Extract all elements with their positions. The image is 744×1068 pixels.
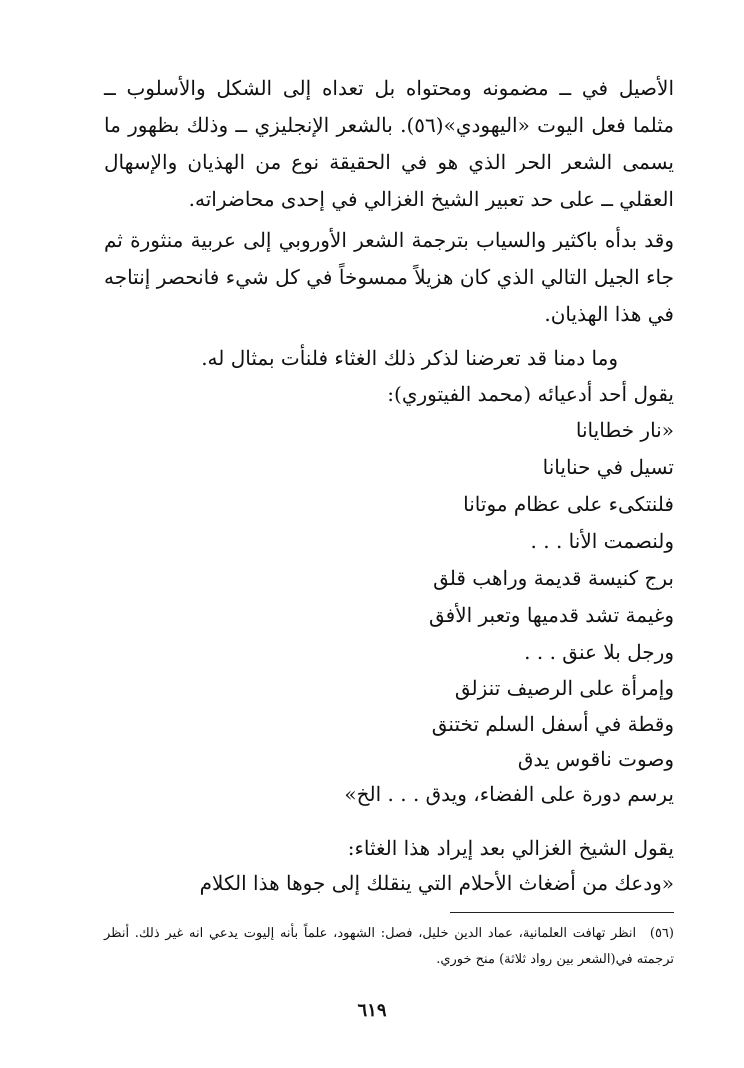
body-paragraph-2: وقد بدأه باكثير والسياب بترجمة الشعر الأوروبي إلى عربية منثورة ثم جاء الجيل التالي الذي كان هزيلاً ممسوخاً في كل شيء فانحصر إنتاجه في هذا الهذيان. [104, 228, 675, 326]
footnote-text: انظر تهافت العلمانية، عماد الدين خليل، فصل: الشهود، علماً بأنه إليوت يدعي انه غير ذلك. أنظر ترجمته في(الشعر بين رواد ثلاثة) منح خوري. [104, 926, 674, 967]
footnote-number: (٥٦) [649, 926, 674, 941]
closing-line-1: يقول الشيخ الغزالي بعد إيراد هذا الغثاء: [347, 836, 674, 860]
footnote-divider [450, 912, 674, 913]
closing-line-2: «ودعك من أضغاث الأحلام التي ينقلك إلى جوها هذا الكلام [199, 871, 674, 895]
poem-line-1: «نار خطايانا [575, 418, 674, 442]
poem-line-8: وإمرأة على الرصيف تنزلق [454, 676, 674, 700]
page-number: ٦١٩ [357, 1000, 387, 1021]
body-paragraph-1: الأصيل في ــ مضمونه ومحتواه بل تعداه إلى الشكل والأسلوب ــ مثلما فعل اليوت «اليهودي»(٥٦). بالشعر الإنجليزي ــ وذلك بظهور ما يسمى الشعر الحر الذي هو في الحقيقة نوع من الهذيان والإسهال العقلي ــ على حد تعبير الشيخ الغزالي في إحدى محاضراته. [104, 76, 675, 211]
footnote [104, 921, 674, 973]
poem-line-3: فلنتكىء على عظام موتانا [463, 492, 674, 516]
poem-line-10: وصوت ناقوس يدق [517, 747, 674, 771]
intro-line-2: يقول أحد أدعيائه (محمد الفيتوري): [387, 382, 674, 406]
poem-line-4: ولنصمت الأنا . . . [530, 529, 674, 553]
poem-line-2: تسيل في حنايانا [542, 455, 674, 479]
poem-line-9: وقطة في أسفل السلم تختنق [431, 712, 674, 736]
poem-line-6: وغيمة تشد قدميها وتعبر الأفق [428, 603, 674, 627]
poem-line-5: برج كنيسة قديمة وراهب قلق [433, 566, 674, 590]
poem-line-11: يرسم دورة على الفضاء، ويدق . . . الخ» [344, 782, 674, 806]
poem-line-7: ورجل بلا عنق . . . [524, 640, 674, 664]
intro-line-1: وما دمنا قد تعرضنا لذكر ذلك الغثاء فلنأت بمثال له. [201, 346, 618, 370]
